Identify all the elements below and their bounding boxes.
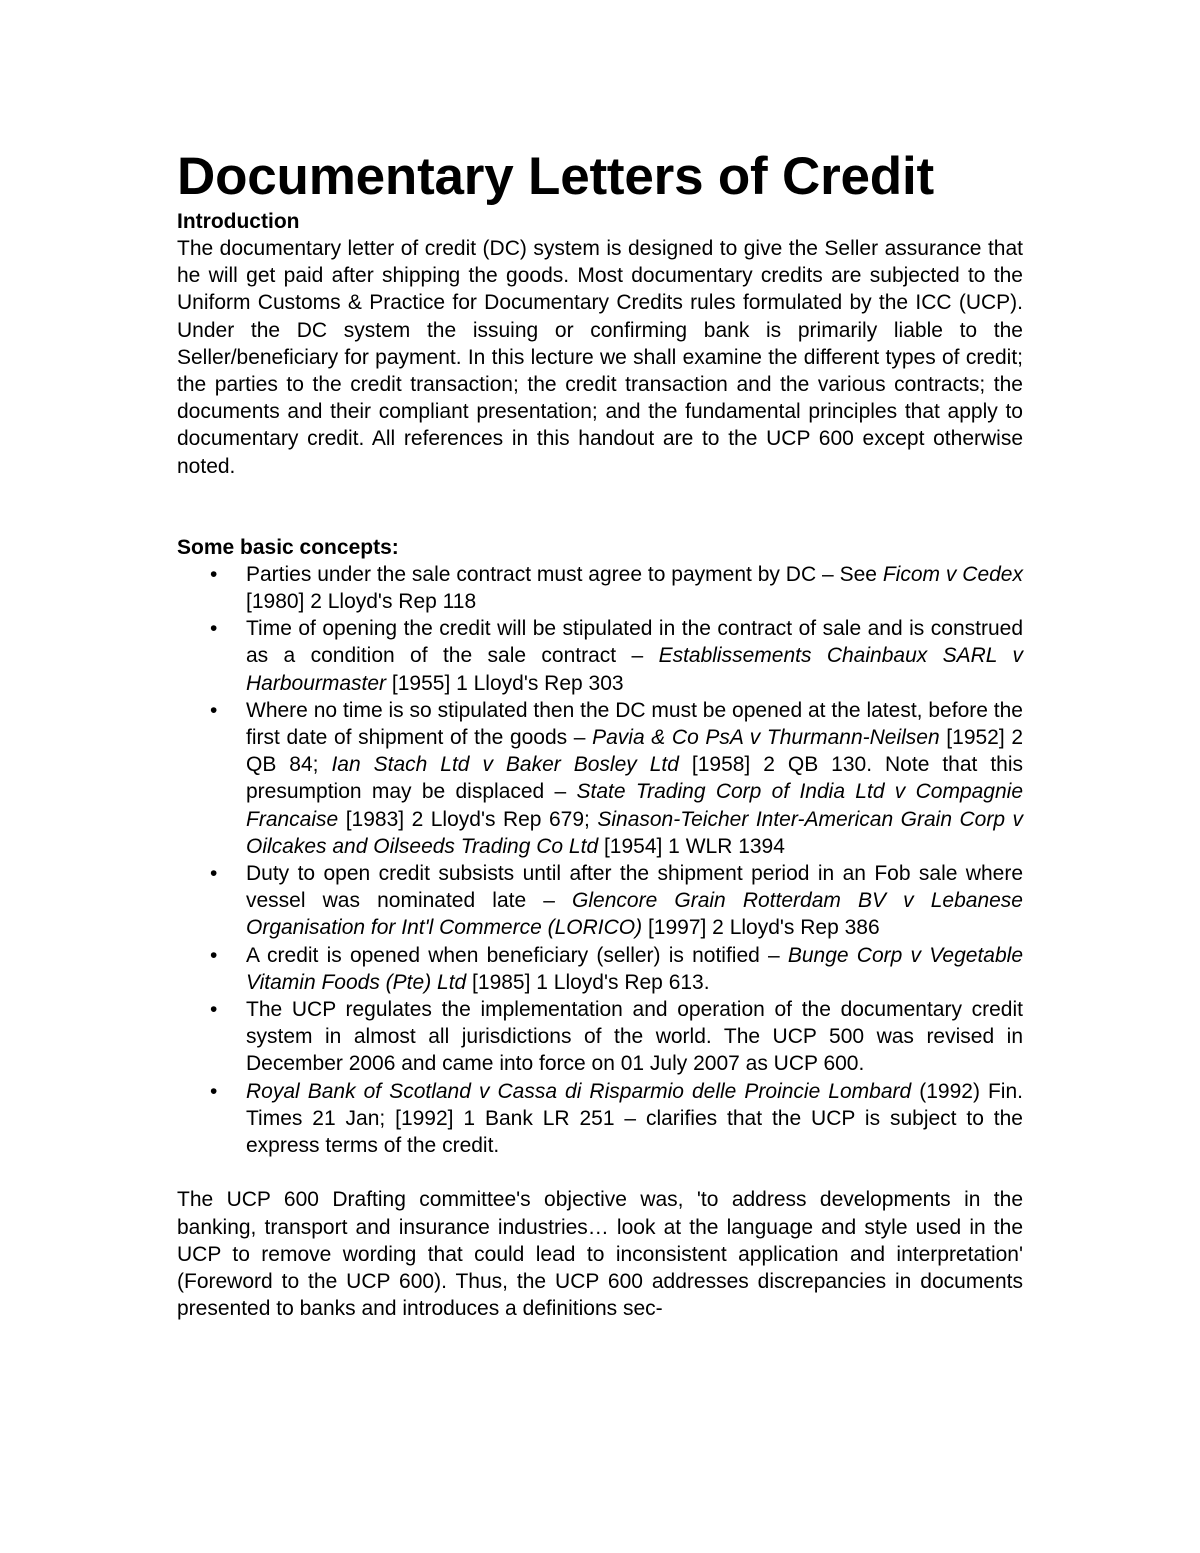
case-citation: Royal Bank of Scotland v Cassa di Risparmio delle Proincie Lombard xyxy=(246,1079,912,1103)
bullet-marker: • xyxy=(210,998,218,1022)
spacer xyxy=(177,1159,1023,1186)
list-item: • Parties under the sale contract must agree to payment by DC – See Ficom v Cedex [1980] 2 Lloyd's Rep 118 xyxy=(210,562,1023,614)
bullet-marker: • xyxy=(210,1079,218,1103)
case-citation: Sinason-Teicher Inter-American Grain Corp v Oilcakes and Oilseeds Trading Co Ltd xyxy=(246,807,1023,858)
case-citation: Glencore Grain Rotterdam BV v Lebanese Organisation for Int'l Commerce (LORICO) xyxy=(246,889,1023,940)
list-item: • Royal Bank of Scotland v Cassa di Risparmio delle Proincie Lombard (1992) Fin. Times 21 Jan; [1992] 1 Bank LR 251 – clarifies that the UCP is subject to the express terms of the credit. xyxy=(210,1079,1023,1158)
spacer xyxy=(177,480,1023,534)
case-citation: Ficom v Cedex xyxy=(882,562,1023,586)
case-citation: Establissements Chainbaux SARL v Harbourmaster xyxy=(246,644,1023,695)
closing-paragraph: The UCP 600 Drafting committee's objective was, 'to address developments in the banking, transport and insurance industries… look at the language and style used in the UCP to remove wording that could lead to inconsistent application and interpretation' (Foreword to the UCP 600). Thus, the UCP 600 addresses discrepancies in documents presented to banks and introduces a definitions sec- xyxy=(177,1188,1023,1321)
bullet-marker: • xyxy=(210,562,218,586)
case-citation: State Trading Corp of India Ltd v Compagnie Francaise xyxy=(246,780,1024,831)
bullet-marker: • xyxy=(210,943,218,967)
intro-paragraph: The documentary letter of credit (DC) system is designed to give the Seller assurance that he will get paid after shipping the goods. Most documentary credits are subjected to the Uniform Customs & Practice for Documentary Credits rules formulated by the ICC (UCP). Under the DC system the issuing or confirming bank is primarily liable to the Seller/beneficiary for payment. In this lecture we shall examine the different types of credit; the parties to the credit transaction; the credit transaction and the various contracts; the documents and their compliant presentation; and the fundamental principles that apply to documentary credit. All references in this handout are to the UCP 600 except otherwise noted. xyxy=(177,237,1023,478)
concepts-list xyxy=(177,561,1023,1159)
bullet-marker: • xyxy=(210,862,218,886)
case-citation: Ian Stach Ltd v Baker Bosley Ltd xyxy=(331,753,679,777)
bullet-marker: • xyxy=(210,617,218,641)
bullet-marker: • xyxy=(210,698,218,722)
document-title: Documentary Letters of Credit xyxy=(177,147,934,206)
document-page xyxy=(177,146,1023,1322)
concepts-heading: Some basic concepts: xyxy=(177,535,399,559)
case-citation: Pavia & Co PsA v Thurmann-Neilsen xyxy=(592,726,940,750)
list-item: • Duty to open credit subsists until after the shipment period in an Fob sale where vessel was nominated late – Glencore Grain Rotterdam BV v Lebanese Organisation for Int'l Commerce (LORICO) [1997] 2 Lloyd's Rep 386 xyxy=(210,862,1023,940)
list-item: • The UCP regulates the implementation and operation of the documentary credit system in almost all jurisdictions of the world. The UCP 500 was revised in December 2006 and came into force on 01 July 2007 as UCP 600. xyxy=(210,998,1023,1076)
list-item: • A credit is opened when beneficiary (seller) is notified – Bunge Corp v Vegetable Vitamin Foods (Pte) Ltd [1985] 1 Lloyd's Rep 613. xyxy=(210,943,1023,994)
list-item: • Where no time is so stipulated then the DC must be opened at the latest, before the first date of shipment of the goods – Pavia & Co PsA v Thurmann-Neilsen [1952] 2 QB 84; Ian Stach Ltd v Baker Bosley Ltd [1958] 2 QB 130. Note that this presumption may be displaced – State Trading Corp of India Ltd v Compagnie Francaise [1983] 2 Lloyd's Rep 679; Sinason-Teicher Inter-American Grain Corp v Oilcakes and Oilseeds Trading Co Ltd [1954] 1 WLR 1394 xyxy=(210,698,1024,858)
intro-heading: Introduction xyxy=(177,210,300,233)
case-citation: Bunge Corp v Vegetable Vitamin Foods (Pte) Ltd xyxy=(246,943,1023,994)
list-item: • Time of opening the credit will be stipulated in the contract of sale and is construed as a condition of the sale contract – Establissements Chainbaux SARL v Harbourmaster [1955] 1 Lloyd's Rep 303 xyxy=(210,617,1023,695)
